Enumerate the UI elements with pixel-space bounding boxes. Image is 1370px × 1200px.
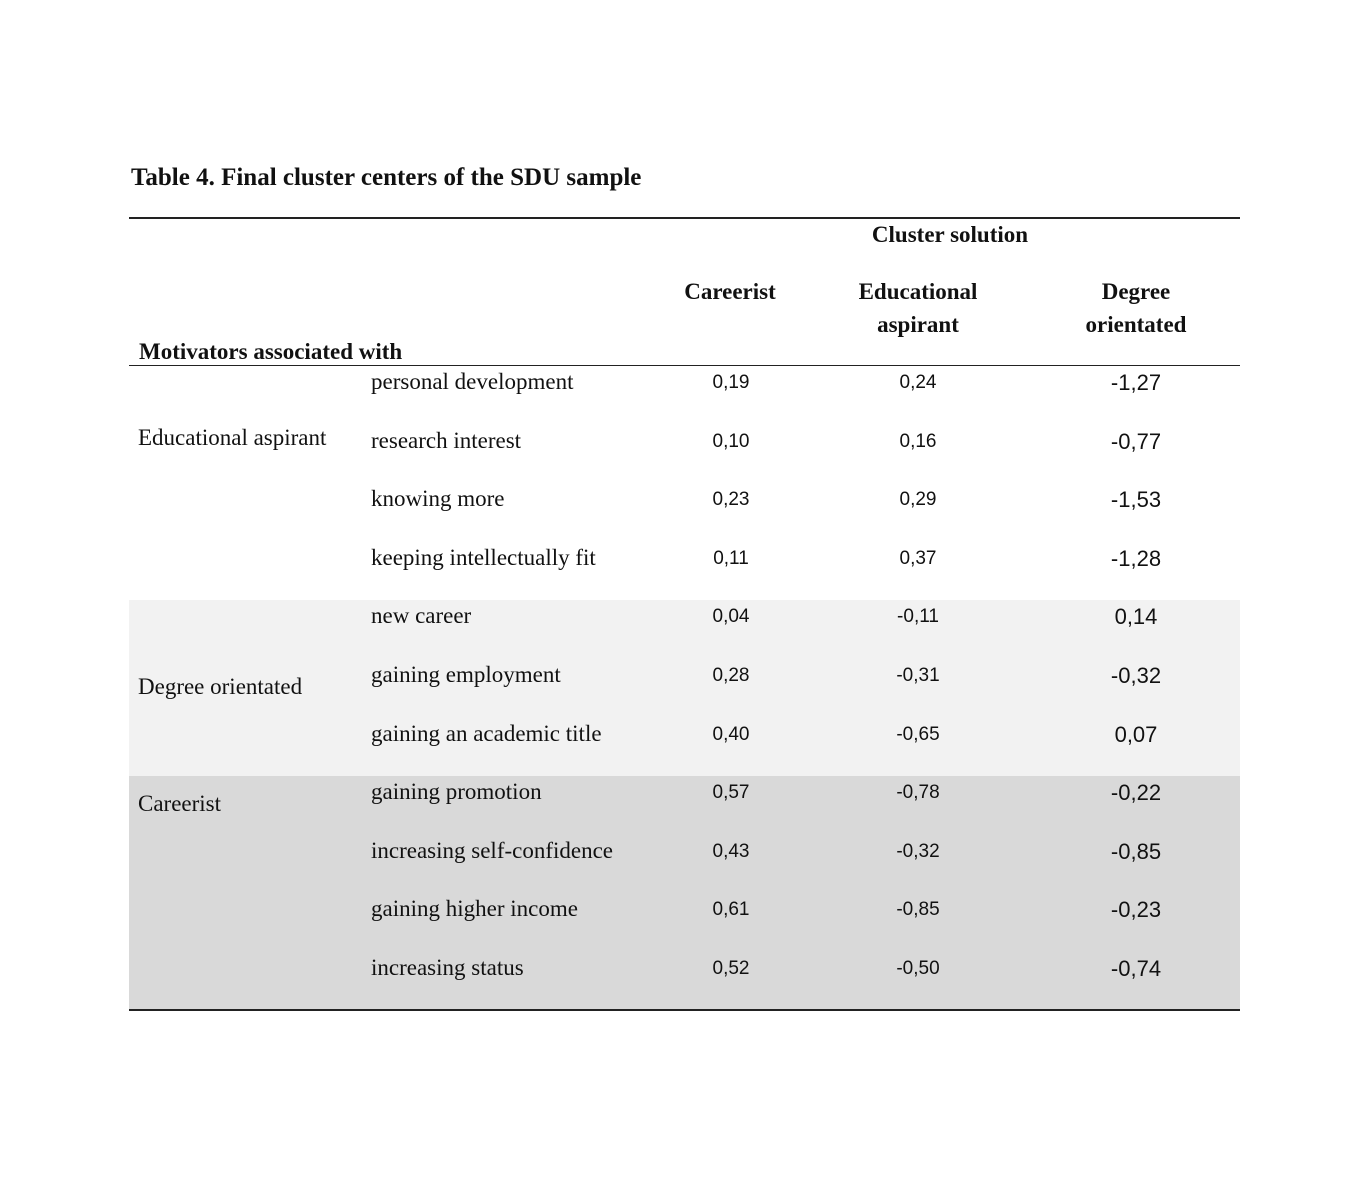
- cell-careerist: 0,19: [712, 372, 750, 393]
- cell-educational: -0,78: [896, 782, 940, 804]
- cell-degree: -0,32: [1110, 663, 1162, 688]
- header-stub: Motivators associated with: [139, 339, 403, 364]
- cell-degree: -0,85: [1110, 838, 1162, 864]
- top-rule: [129, 217, 1240, 219]
- cell-degree: -1,27: [1110, 370, 1162, 395]
- row-item-label: increasing status: [371, 955, 524, 980]
- header-line: Careerist: [684, 279, 776, 304]
- cell-educational: 0,24: [899, 372, 937, 393]
- cell-careerist: 0,52: [712, 958, 750, 979]
- header-spanner: Cluster solution: [871, 222, 1029, 247]
- header-line: aspirant: [877, 312, 959, 337]
- cell-careerist: 0,04: [712, 606, 750, 628]
- cell-educational: 0,16: [899, 430, 937, 452]
- cell-educational: -0,50: [896, 958, 940, 979]
- cell-degree: -0,74: [1110, 956, 1162, 981]
- row-item-label: knowing more: [371, 486, 505, 512]
- cell-educational: -0,65: [896, 723, 940, 745]
- table-caption: Table 4. Final cluster centers of the SDU sample: [131, 164, 642, 191]
- cell-degree: -0,23: [1110, 897, 1162, 923]
- header-line: Educational: [858, 279, 978, 304]
- group-label-educational-aspirant: Educational aspirant: [138, 425, 327, 450]
- cell-educational: 0,29: [899, 489, 937, 511]
- row-item-label: new career: [371, 603, 472, 629]
- row-item-label: gaining higher income: [371, 896, 578, 922]
- cell-educational: -0,32: [896, 840, 940, 862]
- header-rule: [129, 365, 1240, 366]
- row-item-label: keeping intellectually fit: [371, 544, 596, 570]
- row-item-label: gaining promotion: [371, 779, 542, 805]
- cell-educational: -0,11: [897, 606, 939, 628]
- row-item-label: gaining an academic title: [371, 720, 602, 746]
- cell-educational: -0,85: [896, 899, 940, 921]
- cell-careerist: 0,57: [712, 782, 750, 804]
- header-degree-orientated: [1056, 275, 1216, 341]
- cell-careerist: 0,10: [712, 430, 750, 452]
- cell-degree: 0,14: [1114, 604, 1158, 630]
- row-item-label: research interest: [371, 427, 522, 453]
- cell-degree: -1,28: [1110, 545, 1162, 571]
- header-educational-aspirant: [830, 275, 1006, 341]
- row-item-label: gaining employment: [371, 662, 561, 687]
- row-item-label: personal development: [371, 369, 574, 394]
- group-label-degree-orientated: Degree orientated: [138, 674, 303, 699]
- cell-degree: -0,22: [1110, 780, 1162, 806]
- group-label-careerist: Careerist: [138, 791, 222, 816]
- bottom-rule: [129, 1009, 1240, 1011]
- cell-careerist: 0,40: [712, 723, 750, 745]
- cell-educational: -0,31: [896, 665, 940, 686]
- cell-careerist: 0,43: [712, 840, 750, 862]
- cell-degree: -1,53: [1110, 487, 1162, 513]
- header-line: orientated: [1085, 312, 1187, 337]
- cell-degree: -0,77: [1110, 428, 1162, 454]
- cell-careerist: 0,11: [713, 547, 749, 569]
- cell-degree: 0,07: [1114, 721, 1158, 747]
- header-line: Degree: [1101, 279, 1171, 304]
- cell-careerist: 0,23: [712, 489, 750, 511]
- header-careerist: [650, 275, 810, 308]
- cell-educational: 0,37: [899, 547, 937, 569]
- row-item-label: increasing self-confidence: [371, 837, 614, 863]
- cell-careerist: 0,28: [712, 665, 750, 686]
- cell-careerist: 0,61: [712, 899, 750, 921]
